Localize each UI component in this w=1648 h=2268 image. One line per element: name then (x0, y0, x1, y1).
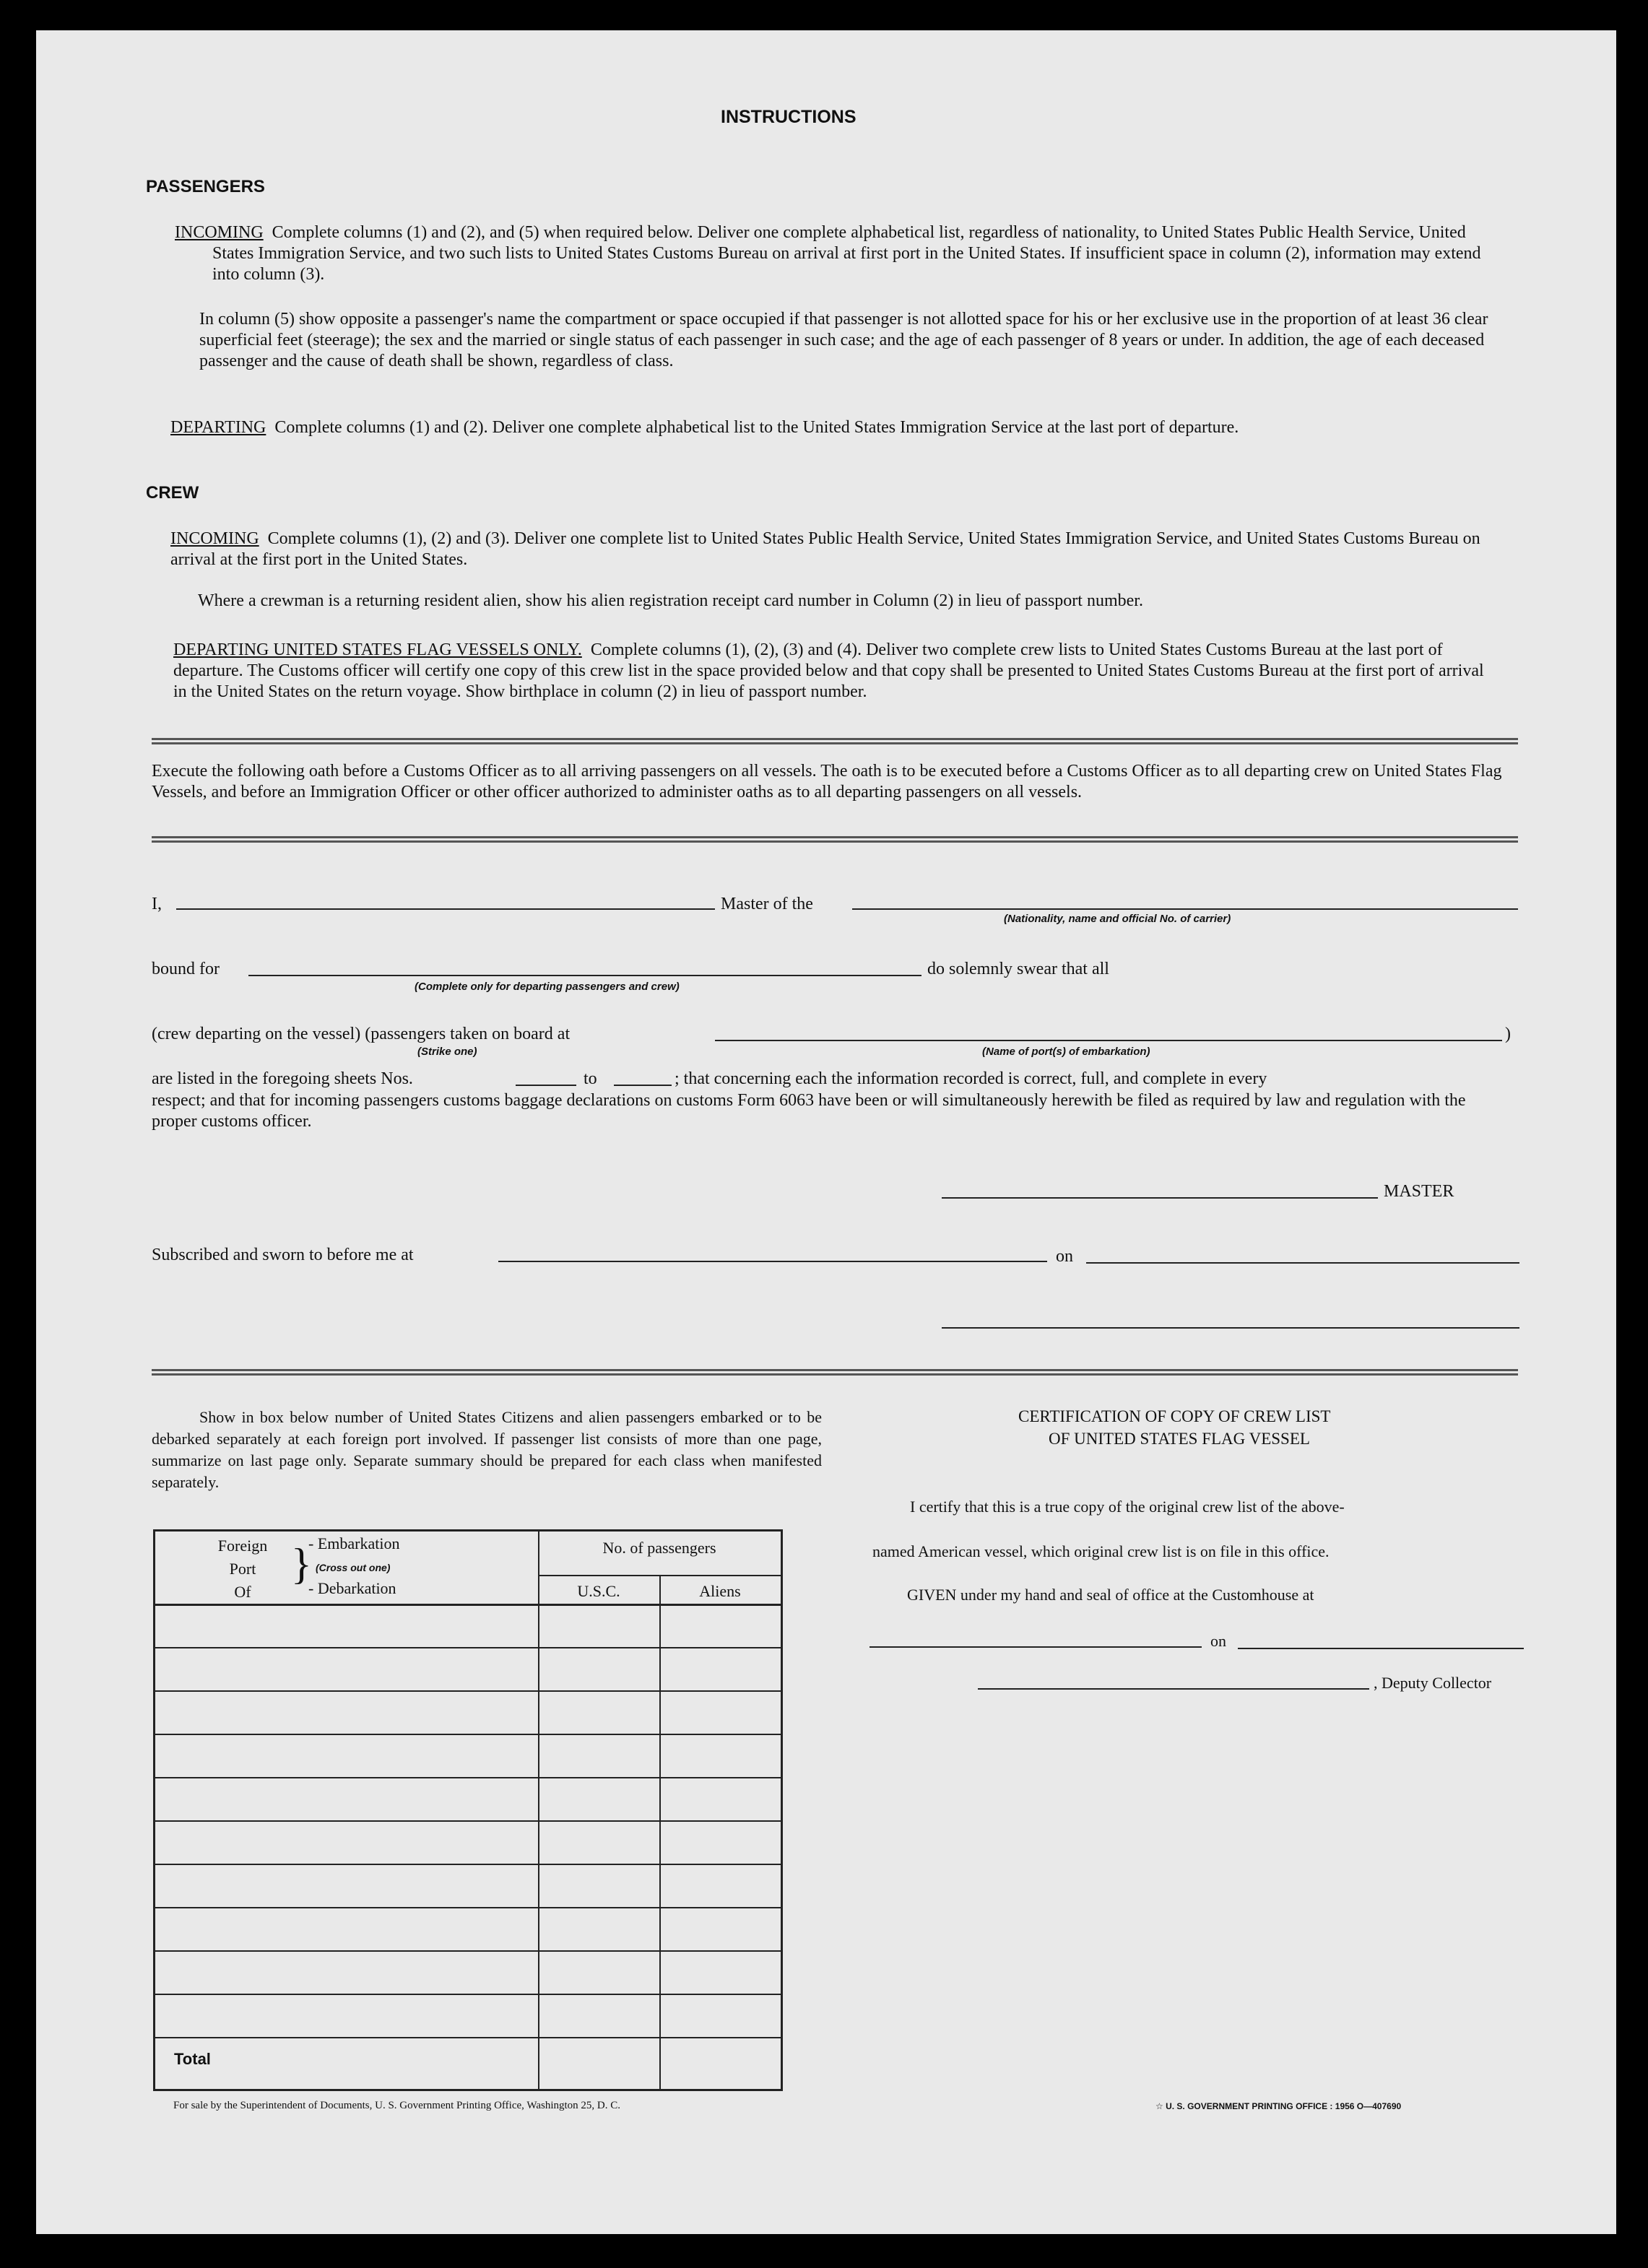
oath-listed-rest: ; that concerning each the information recorded is correct, full, and complete in every (675, 1069, 1267, 1088)
passengers-incoming-paragraph (175, 222, 1496, 285)
header-bottom-line (155, 1604, 781, 1606)
certification-title-line1: CERTIFICATION OF COPY OF CREW LIST (1018, 1407, 1331, 1425)
table-row (155, 1820, 781, 1822)
officer-signature-field[interactable] (942, 1327, 1519, 1329)
divider-3 (152, 1369, 1518, 1376)
table-row (155, 1994, 781, 1995)
certification-text-1: I certify that this is a true copy of the original crew list of the above- (910, 1498, 1345, 1516)
summary-instructions: Show in box below number of United States Citizens and alien passengers embarked or to be debarked separately at each foreign port involved. If passenger list consists of more than one page, summarize on last page only. Separate summary should be prepared for each class when manifested separately. (152, 1408, 822, 1491)
subscribed-label: Subscribed and sworn to before me at (152, 1246, 414, 1264)
crew-departing-text: Complete columns (1), (2), (3) and (4). Deliver two complete crew lists to United States Customs Bureau at the last port of departure. The Customs officer will certify one copy of this crew list in the space provided below and that copy shall be presented to United States Customs Bureau at the first port of arrival in the United States on the return voyage. Show birthplace in column (2) in lieu of passport number. (173, 640, 1484, 701)
table-row (155, 1734, 781, 1735)
deputy-collector-signature-field[interactable] (978, 1688, 1369, 1690)
certification-date-field[interactable] (1238, 1648, 1524, 1649)
footer-right: ☆ U. S. GOVERNMENT PRINTING OFFICE : 1956 O—407690 (1155, 2101, 1402, 2111)
oath-bound-for-label: bound for (152, 960, 220, 978)
sworn-location-field[interactable] (498, 1261, 1047, 1262)
carrier-caption: (Nationality, name and official No. of carrier) (1004, 913, 1231, 925)
certification-text-2: named American vessel, which original crew list is on file in this office. (872, 1542, 1330, 1560)
passengers-departing-paragraph (170, 417, 1496, 438)
oath-master-of-label: Master of the (721, 895, 813, 913)
bound-for-field[interactable] (248, 975, 921, 976)
usc-header: U.S.C. (577, 1582, 620, 1600)
carrier-field[interactable] (852, 908, 1518, 910)
aliens-header: Aliens (699, 1582, 741, 1600)
table-row (155, 1864, 781, 1865)
sworn-on-label: on (1056, 1247, 1073, 1266)
form-sheet (36, 30, 1616, 2234)
cross-out-label: (Cross out one) (316, 1562, 391, 1573)
table-row (155, 1690, 781, 1692)
strike-caption: (Strike one) (417, 1046, 477, 1058)
table-row (155, 2037, 781, 2038)
brace-icon: } (291, 1540, 312, 1588)
passengers-heading: PASSENGERS (146, 177, 265, 196)
oath-strike-text: (crew departing on the vessel) (passengers taken on board at (152, 1025, 571, 1043)
passengers-incoming-label: INCOMING (175, 223, 264, 242)
passengers-departing-text: Complete columns (1) and (2). Deliver one complete alphabetical list to the United States Immigration Service at the last port of departure. (274, 418, 1239, 437)
crew-incoming-label: INCOMING (170, 529, 259, 548)
crew-departing-paragraph (173, 640, 1496, 703)
sworn-date-field[interactable] (1086, 1262, 1519, 1264)
customhouse-location-field[interactable] (869, 1646, 1202, 1648)
close-paren: ) (1505, 1025, 1511, 1043)
oath-i-label: I, (152, 895, 162, 913)
debarkation-label: - Debarkation (308, 1579, 396, 1597)
no-passengers-header: No. of passengers (602, 1539, 716, 1557)
oath-to-label: to (584, 1069, 597, 1088)
port-caption: (Name of port(s) of embarkation) (982, 1046, 1150, 1058)
certification-text-3: GIVEN under my hand and seal of office at the Customhouse at (907, 1586, 1314, 1604)
embarkation-port-field[interactable] (715, 1040, 1502, 1041)
footer-left: For sale by the Superintendent of Documents, U. S. Government Printing Office, Washington 25, D. C. (173, 2100, 620, 2111)
port-label: Port (229, 1560, 256, 1578)
total-label: Total (174, 2050, 211, 2068)
table-subheader-line (538, 1575, 781, 1576)
table-row (155, 1777, 781, 1778)
table-divider-usc (538, 1531, 539, 2089)
crew-heading: CREW (146, 483, 199, 503)
master-label: MASTER (1384, 1182, 1454, 1201)
master-name-field[interactable] (176, 908, 715, 910)
page-title: INSTRUCTIONS (721, 107, 856, 127)
passengers-incoming-text: Complete columns (1) and (2), and (5) when required below. Deliver one complete alphabetical list, regardless of nationality, to United States Public Health Service, United States Immigration Service, and two such lists to United States Customs Bureau on arrival at first port in the United States. If insufficient space in column (2), information may extend into column (3). (212, 223, 1481, 284)
divider-1 (152, 738, 1518, 744)
sheet-to-field[interactable] (614, 1085, 672, 1086)
divider-2 (152, 836, 1518, 843)
crew-resident-paragraph: Where a crewman is a returning resident alien, show his alien registration receipt card number in Column (2) in lieu of passport number. (198, 591, 1143, 610)
master-signature-field[interactable] (942, 1197, 1378, 1199)
table-row (155, 1950, 781, 1952)
deputy-collector-label: , Deputy Collector (1374, 1674, 1492, 1692)
crew-departing-label: DEPARTING UNITED STATES FLAG VESSELS ONLY. (173, 640, 582, 659)
embarkation-label: - Embarkation (308, 1534, 400, 1552)
table-row (155, 1907, 781, 1908)
of-label: Of (234, 1583, 251, 1601)
oath-intro: Execute the following oath before a Customs Officer as to all arriving passengers on all vessels. The oath is to be executed before a Customs Officer as to all departing crew on United States Flag Vessels, and before an Immigration Officer or other officer authorized to administer oaths as to all departing passengers on all vessels. (152, 762, 1502, 801)
passengers-column5-paragraph: In column (5) show opposite a passenger's name the compartment or space occupied if that passenger is not allotted space for his or her exclusive use in the proportion of at least 36 clear superficial feet (steerage); the sex and the married or single status of each passenger in such case; and the age of each passenger of 8 years or under. In addition, the age of each deceased passenger and the cause of death shall be shown, regardless of class. (199, 310, 1488, 370)
foreign-label: Foreign (217, 1537, 268, 1555)
certification-title (877, 1405, 1527, 1450)
oath-respect-text: respect; and that for incoming passengers customs baggage declarations on customs Form 6063 have been or will simultaneously herewith be filed as required by law and regulation with the proper customs officer. (152, 1091, 1466, 1131)
table-row (155, 1647, 781, 1648)
foreign-port-of-label (203, 1534, 282, 1604)
passenger-summary-table (153, 1529, 783, 2091)
bound-for-caption: (Complete only for departing passengers and crew) (415, 981, 680, 993)
crew-incoming-paragraph (170, 529, 1496, 570)
certification-title-line2: OF UNITED STATES FLAG VESSEL (1049, 1430, 1310, 1448)
table-divider-aliens (659, 1576, 661, 2089)
crew-incoming-text: Complete columns (1), (2) and (3). Deliver one complete list to United States Public Health Service, United States Immigration Service, and United States Customs Bureau on arrival at the first port in the United States. (170, 529, 1480, 569)
sheet-from-field[interactable] (516, 1085, 576, 1086)
oath-swear-label: do solemnly swear that all (927, 960, 1109, 978)
passengers-departing-label: DEPARTING (170, 418, 266, 437)
certification-on-label: on (1210, 1632, 1226, 1650)
oath-listed-prefix: are listed in the foregoing sheets Nos. (152, 1069, 413, 1088)
